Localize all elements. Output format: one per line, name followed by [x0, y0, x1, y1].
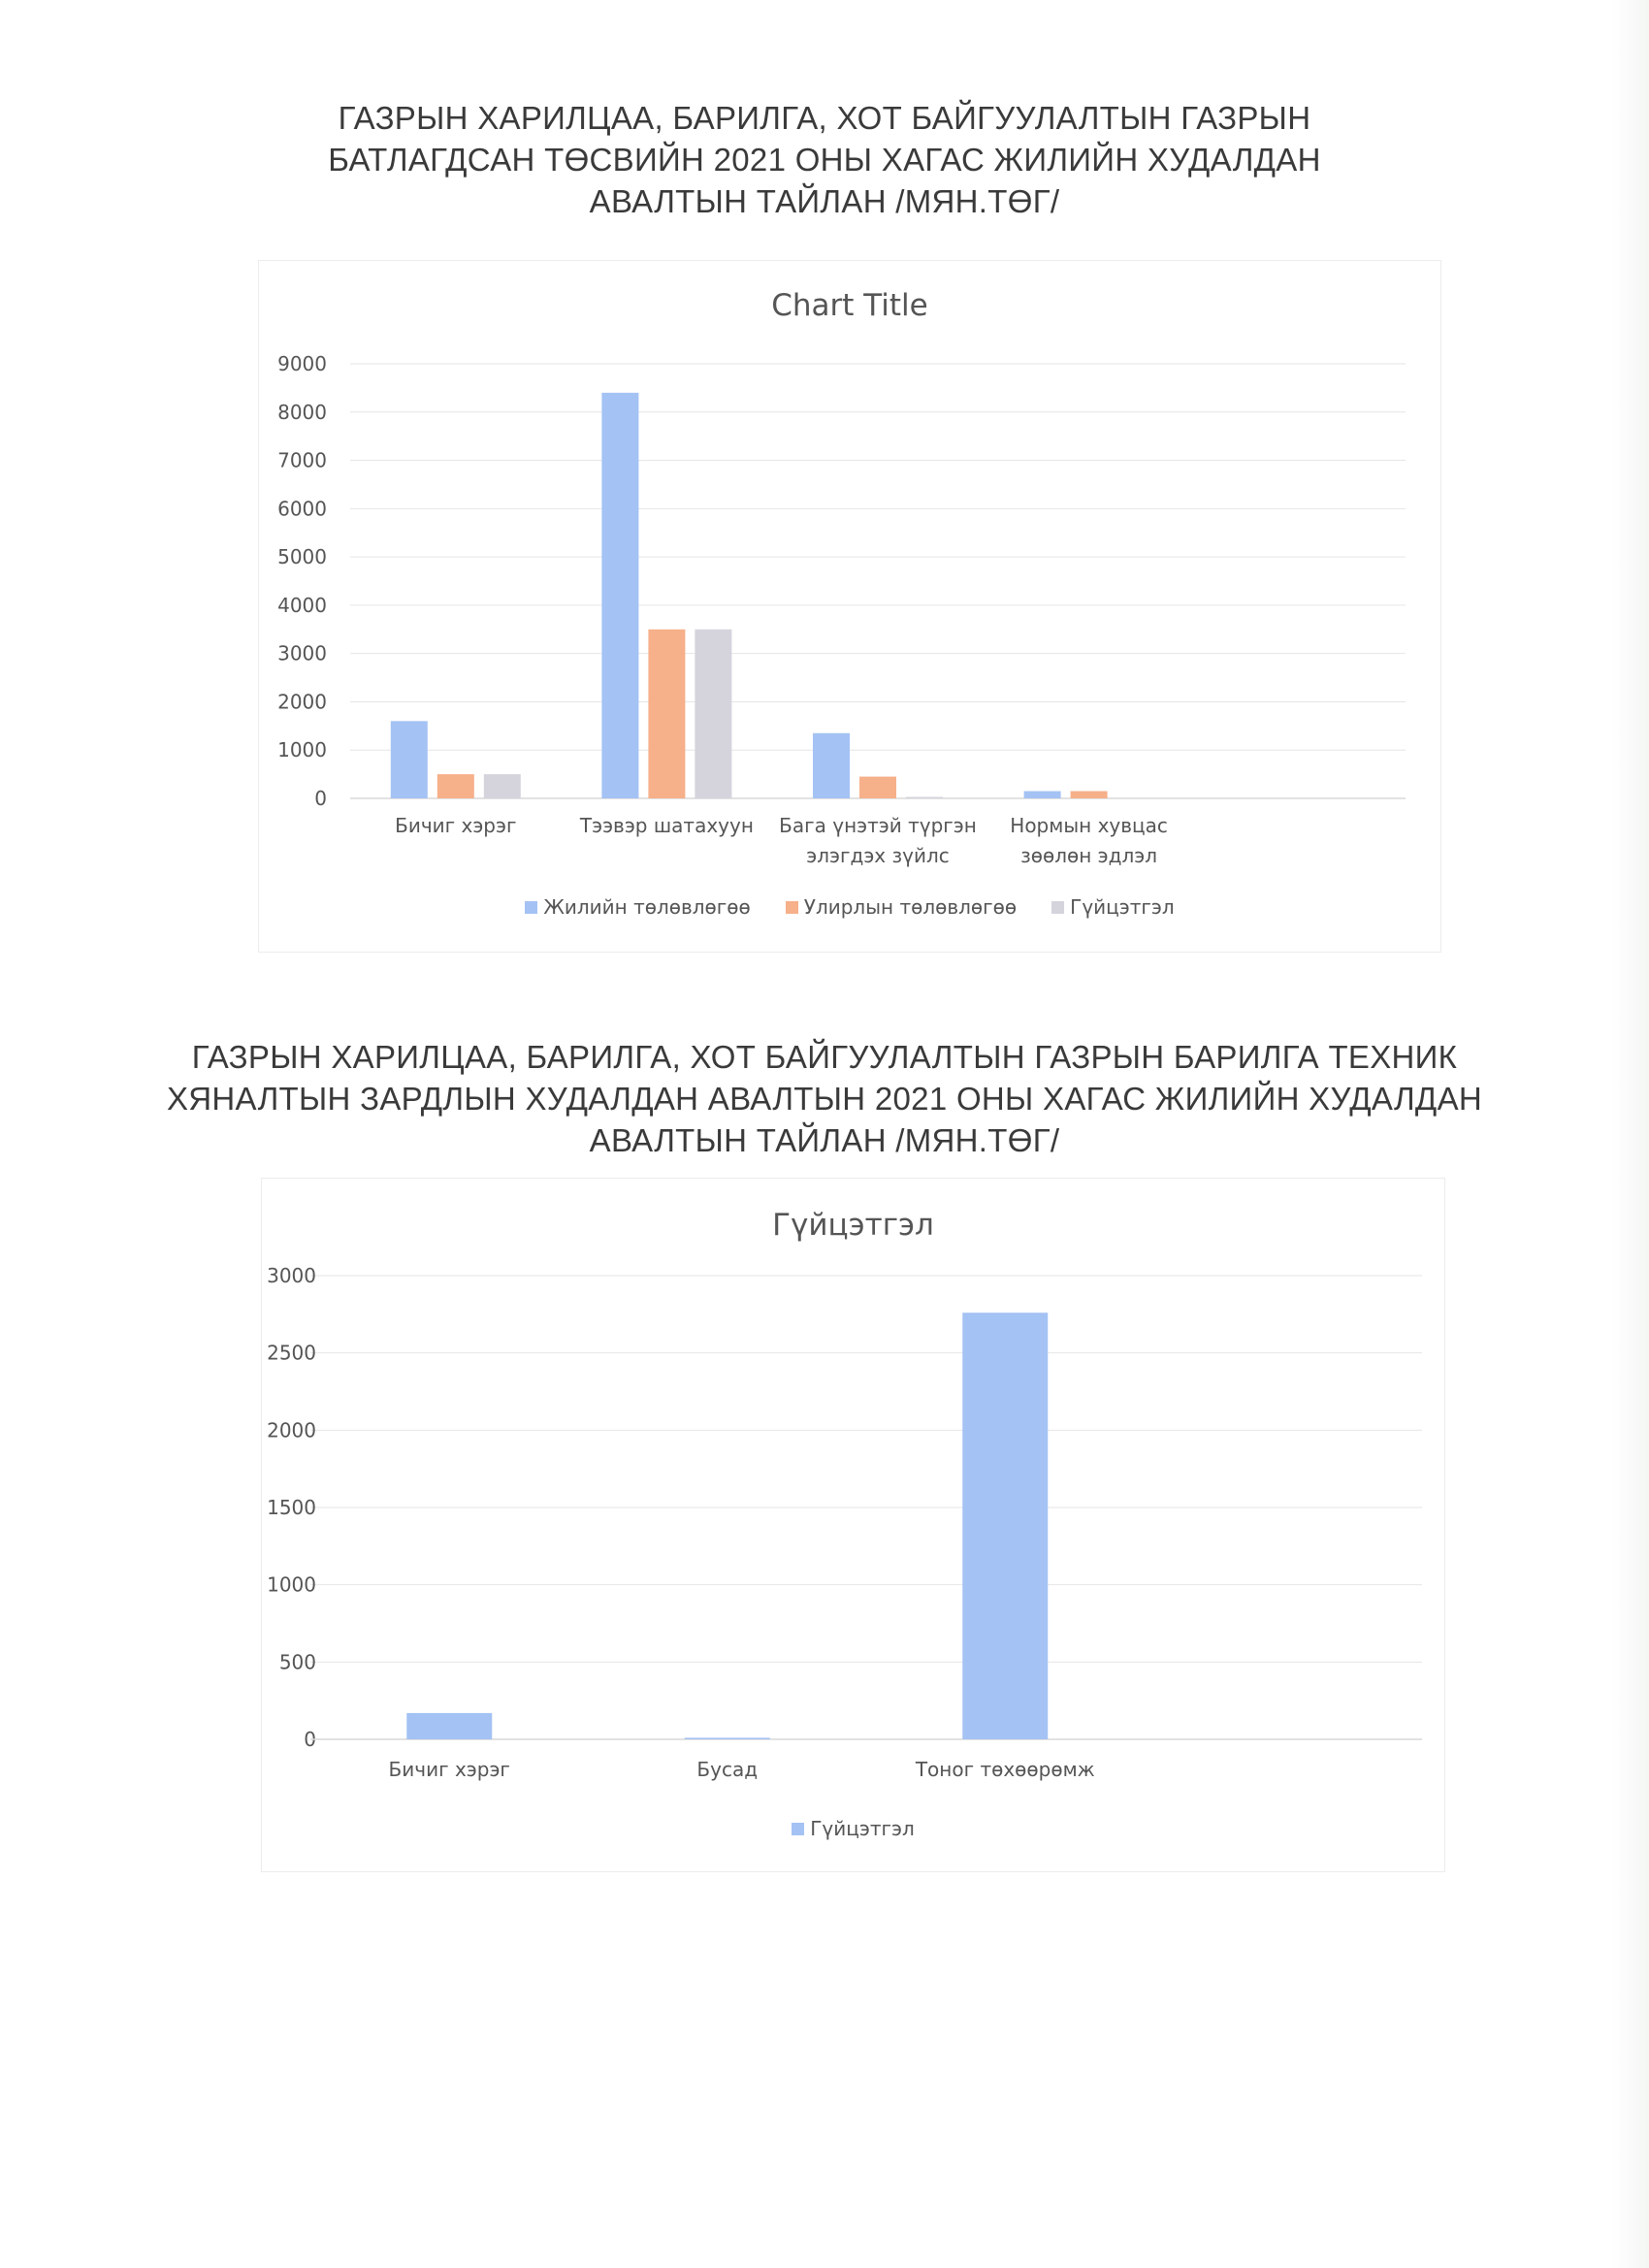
y-tick-label: 7000 [277, 448, 327, 472]
y-tick-label: 6000 [277, 497, 327, 521]
legend-swatch [786, 901, 798, 914]
x-tick-label: Бусад [696, 1758, 759, 1781]
y-tick-label: 2000 [267, 1418, 316, 1442]
legend-entry [786, 895, 1017, 919]
budget-purchase-chart-plot [259, 261, 1440, 952]
y-tick-label: 5000 [277, 545, 327, 569]
x-tick-label: Бага үнэтэй түргэн [779, 814, 977, 837]
chart-title: Гүйцэтгэл [772, 1208, 934, 1243]
bar [1071, 792, 1108, 798]
heading-1-line: АВАЛТЫН ТАЙЛАН /МЯН.ТӨГ/ [589, 183, 1060, 219]
y-tick-label: 2000 [277, 690, 327, 714]
x-tick-label: Нормын хувцас [1010, 814, 1168, 837]
y-tick-label: 3000 [267, 1264, 316, 1287]
bar [685, 1737, 770, 1739]
x-tick-label: элэгдэх зүйлс [806, 844, 950, 867]
y-tick-label: 0 [304, 1728, 316, 1751]
y-tick-label: 3000 [277, 641, 327, 665]
technical-control-purchase-chart-plot [262, 1179, 1444, 1871]
y-tick-label: 2500 [267, 1341, 316, 1365]
heading-2-line: ГАЗРЫН ХАРИЛЦАА, БАРИЛГА, ХОТ БАЙГУУЛАЛТЫН ГАЗРЫН БАРИЛГА ТЕХНИК [191, 1039, 1458, 1075]
heading-1-line: ГАЗРЫН ХАРИЛЦАА, БАРИЛГА, ХОТ БАЙГУУЛАЛТЫН ГАЗРЫН [338, 100, 1311, 136]
y-tick-label: 1500 [267, 1496, 316, 1519]
y-tick-label: 0 [314, 787, 327, 810]
bar [601, 393, 638, 798]
y-tick-label: 9000 [277, 352, 327, 375]
bar [437, 774, 474, 798]
y-tick-label: 4000 [277, 593, 327, 617]
legend-entry [1051, 895, 1175, 919]
heading-2-line: АВАЛТЫН ТАЙЛАН /МЯН.ТӨГ/ [589, 1122, 1060, 1158]
legend-label: Гүйцэтгэл [810, 1817, 915, 1840]
heading-2-line: ХЯНАЛТЫН ЗАРДЛЫН ХУДАЛДАН АВАЛТЫН 2021 ОНЫ ХАГАС ЖИЛИЙН ХУДАЛДАН [166, 1081, 1483, 1117]
y-tick-label: 8000 [277, 400, 327, 424]
bar [391, 721, 428, 798]
legend-label: Гүйцэтгэл [1070, 895, 1175, 919]
x-tick-label: Тээвэр шатахуун [579, 814, 754, 837]
legend-entry [792, 1817, 915, 1840]
legend-swatch [525, 901, 537, 914]
bar [906, 797, 943, 798]
y-tick-label: 500 [278, 1650, 316, 1674]
bar [648, 630, 685, 798]
x-tick-label: зөөлөн эдлэл [1020, 844, 1158, 867]
chart-legend [259, 895, 1440, 919]
bar [1024, 792, 1061, 798]
x-tick-label: Бичиг хэрэг [395, 814, 517, 837]
bar [406, 1713, 492, 1739]
report-heading-1 [0, 97, 1649, 222]
bar [813, 733, 850, 798]
bar [695, 630, 731, 798]
chart-title: Chart Title [771, 288, 928, 323]
bar [962, 1312, 1048, 1739]
y-tick-label: 1000 [277, 738, 327, 762]
legend-label: Улирлын төлөвлөгөө [803, 895, 1018, 919]
technical-control-purchase-chart [261, 1178, 1445, 1872]
budget-purchase-chart [258, 260, 1441, 953]
bar [484, 774, 521, 798]
y-tick-label: 1000 [267, 1572, 316, 1597]
report-heading-2 [0, 1036, 1649, 1161]
legend-entry [525, 895, 750, 919]
chart-legend [262, 1817, 1444, 1840]
legend-label: Жилийн төлөвлөгөө [543, 895, 751, 919]
bar [859, 777, 896, 798]
x-tick-label: Тоног төхөөрөмж [915, 1758, 1095, 1781]
x-tick-label: Бичиг хэрэг [388, 1758, 510, 1781]
legend-swatch [1051, 901, 1064, 914]
heading-1-line: БАТЛАГДСАН ТӨСВИЙН 2021 ОНЫ ХАГАС ЖИЛИЙН ХУДАЛДАН [328, 142, 1321, 178]
legend-swatch [792, 1823, 804, 1835]
